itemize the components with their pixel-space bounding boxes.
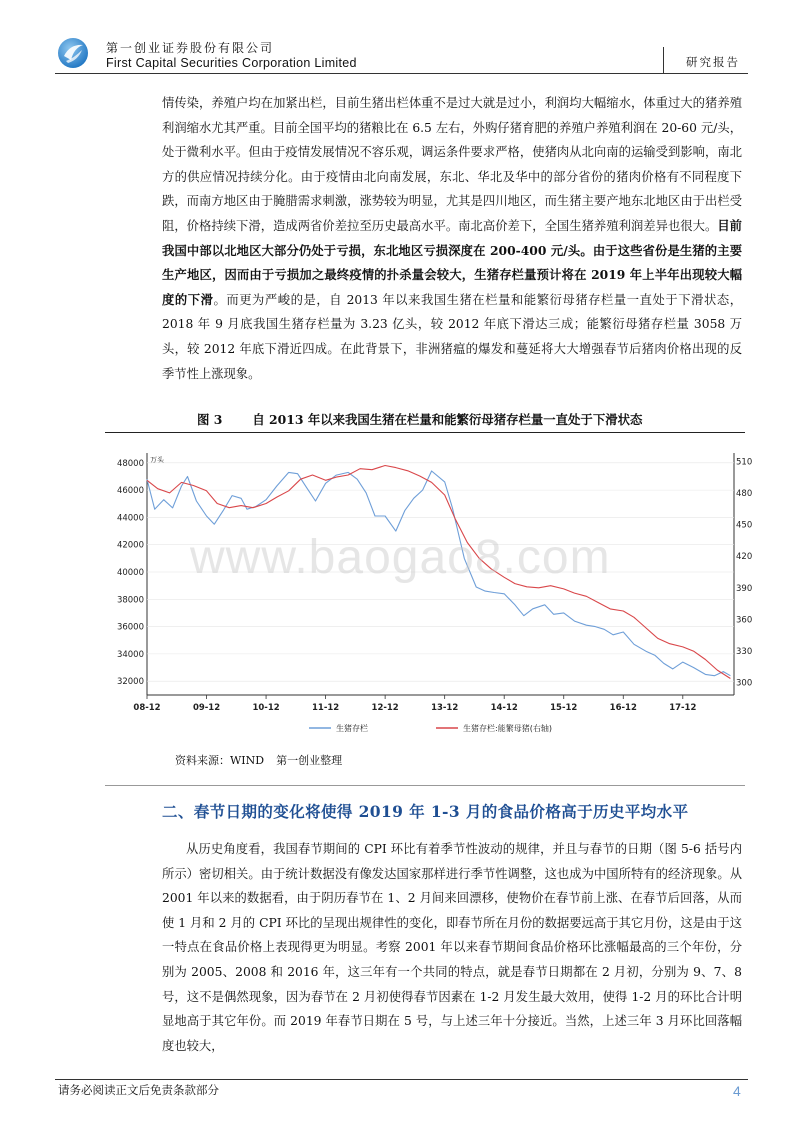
footer-rule	[55, 1079, 748, 1080]
y-axis-left-labels	[117, 459, 144, 687]
y-right-tick-label: 480	[736, 488, 753, 499]
x-tick-label: 16-12	[609, 703, 637, 713]
page-number: 4	[733, 1083, 741, 1099]
y-left-tick-label: 46000	[116, 486, 144, 497]
y-left-tick-label: 40000	[116, 568, 144, 578]
footer-disclaimer: 请务必阅读正文后免责条款部分	[58, 1083, 219, 1097]
x-tick-label: 11-12	[312, 703, 340, 713]
y-axis-unit-label: 万头	[150, 456, 164, 464]
document-type: 研究报告	[686, 55, 740, 69]
x-tick-label: 08-12	[133, 703, 161, 713]
y-left-tick-label: 48000	[116, 458, 144, 469]
source-label: 资料来源：WIND	[175, 754, 265, 767]
x-tick-label: 14-12	[490, 703, 518, 713]
y-left-tick-label: 34000	[116, 649, 144, 660]
y-axis-right-labels	[736, 457, 752, 688]
header-rule	[55, 73, 748, 74]
x-tick-label: 10-12	[252, 703, 280, 713]
company-name-en: First Capital Securities Corporation Limited	[106, 56, 357, 70]
paragraph-1-segment-3: 。而更为严峻的是，自 2013 年以来我国生猪在栏量和能繁衍母猪存栏量一直处于下滑状态，2018 年 9 月底我国生猪存栏量为 3.23 亿头，较 2012 年底下滑达三成；能繁衍母猪存栏量 3058 万头，较 2012 年底下滑近四成。在此背景下，非洲猪瘟的爆发和蔓延将大大增强春节后猪肉价格出现的反季节性上涨现象。	[162, 292, 742, 381]
header-divider-vertical	[663, 47, 664, 73]
source-organization: 第一创业整理	[276, 754, 343, 767]
y-left-tick-label: 44000	[116, 513, 144, 524]
y-right-tick-label: 330	[736, 647, 753, 658]
y-left-tick-label: 42000	[116, 540, 144, 551]
y-right-tick-label: 510	[736, 457, 753, 468]
y-right-tick-label: 360	[736, 615, 753, 626]
paragraph-1-segment-1: 情传染，养殖户均在加紧出栏，目前生猪出栏体重不是过大就是过小，利润均大幅缩水，体重过大的猪养殖利润缩水尤其严重。目前全国平均的猪粮比在 6.5 左右，外购仔猪育肥的养殖户养殖利润在 20-60 元/头，处于微利水平。但由于疫情发展情况不容乐观，调运条件要求严格，使猪肉从北向南的运输受到影响，南北方的供应情况持续分化。由于疫情由北向南发展，东北、华北及华中的部分省份的猪肉价格有不同程度下跌，而南方地区由于腌腊需求刺激，涨势较为明显，尤其是四川地区，而生猪主要产地东北地区由于出栏受阻，价格持续下滑，造成两省价差拉至历史最高水平。南北高价差下，全国生猪养殖利润差异也很大。	[162, 96, 742, 233]
figure-rule	[105, 432, 745, 433]
x-tick-label: 13-12	[431, 703, 459, 713]
y-left-tick-label: 36000	[116, 622, 144, 633]
line-chart	[106, 448, 753, 745]
x-tick-label: 17-12	[669, 703, 697, 713]
x-tick-label: 09-12	[192, 703, 221, 713]
chart-legend	[309, 723, 552, 733]
figure-number: 图 3	[197, 412, 223, 427]
company-name-cn: 第一创业证券股份有限公司	[106, 41, 275, 55]
y-left-tick-label: 38000	[116, 595, 144, 606]
section-heading: 二、春节日期的变化将使得 2019 年 1-3 月的食品价格高于历史平均水平	[162, 802, 689, 821]
x-tick-label: 12-12	[371, 703, 399, 713]
paragraph-1-segment-2-bold: 目前我国中部以北地区大部分仍处于亏损，东北地区亏损深度在 200-400 元/头。由于这些省份是生猪的主要生产地区，因而由于亏损加之最终疫情的扑杀量会较大，生猪存栏量预计将在 2019 年上半年出现较大幅度的下滑	[162, 217, 742, 307]
x-tick-label: 15-12	[550, 703, 578, 713]
figure-source	[175, 752, 342, 768]
body-paragraph-2: 从历史角度看，我国春节期间的 CPI 环比有着季节性波动的规律，并且与春节的日期（图 5-6 括号内所示）密切相关。由于统计数据没有像发达国家那样进行季节性调整，这也成为中国所特有的经济现象。从 2001 年以来的数据看，由于阴历春节在 1、2 月间来回漂移，使物价在春节前上涨、在春节后回落，从而使 1 月和 2 月的 CPI 环比的呈现出规律性的变化，即春节所在月份的数据要远高于其它月份，这是由于这一特点在食品价格上表现得更为明显。考察 2001 年以来春节期间食品价格环比涨幅最高的三个年份，分别为 2005、2008 和 2016 年，这三年有一个共同的特点，就是春节日期都在 2 月初，分别为 9、7、8 号，这不是偶然现象，因为春节在 2 月初使得春节因素在 1-2 月发生最大效用，使得 1-2 月的环比合计明显地高于其它年份。而 2019 年春节日期在 5 号，与上述三年十分接近。当然，上述三年 3 月环比回落幅度也较大，	[162, 842, 742, 1053]
figure-caption	[197, 410, 642, 428]
company-logo	[56, 36, 90, 70]
y-right-tick-label: 390	[736, 583, 753, 594]
figure-title: 自 2013 年以来我国生猪在栏量和能繁衍母猪存栏量一直处于下滑状态	[252, 412, 643, 427]
section-divider	[105, 785, 745, 786]
y-right-tick-label: 450	[736, 520, 753, 531]
y-left-tick-label: 32000	[116, 677, 144, 688]
legend-label-series-2: 生猪存栏:能繁母猪(右轴)	[463, 724, 552, 733]
legend-label-series-1: 生猪存栏	[336, 724, 368, 733]
watermark: www.baogao8.com	[190, 531, 611, 584]
x-axis-labels	[133, 695, 696, 713]
body-paragraph-1	[162, 91, 742, 386]
y-right-tick-label: 300	[736, 678, 753, 689]
y-right-tick-label: 420	[736, 552, 753, 563]
